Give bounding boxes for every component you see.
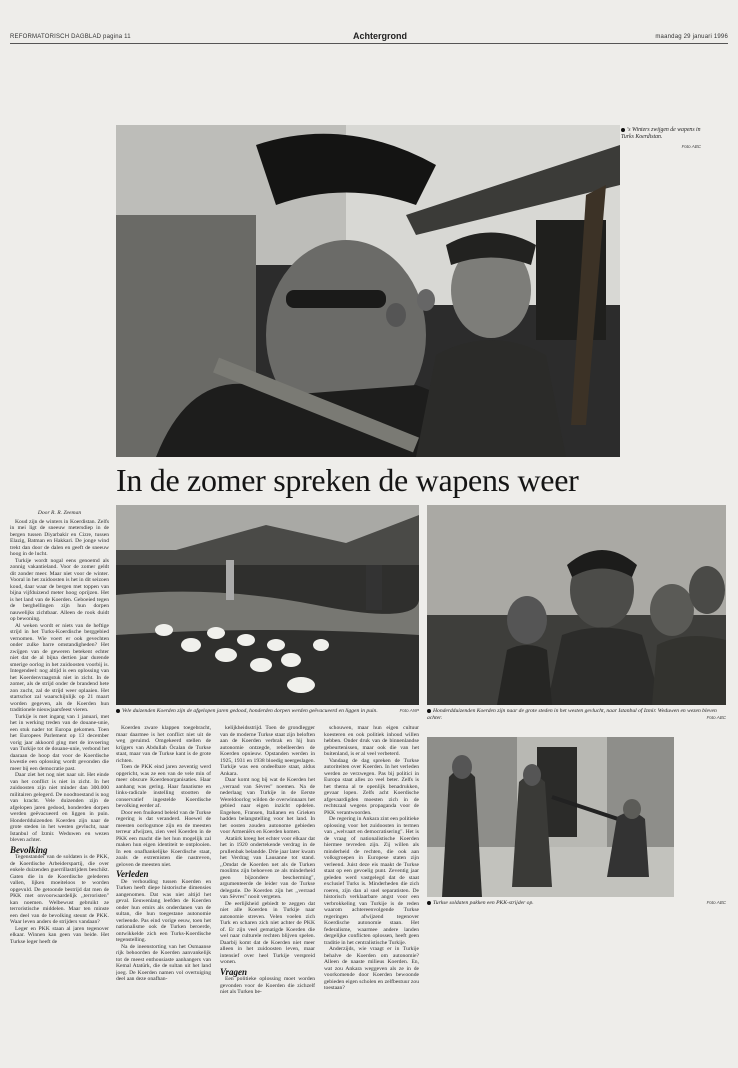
soldiers-caption: Turkse soldaten pakken een PKK-strijder op. Foto ABC <box>427 900 726 907</box>
paragraph: Daar komt nog bij wat de Koerden het ,,verraad van Sèvres" noemen. Na de nederlaag van Turkije in de Eerste Wereldoorlog wilden de overwinnaars het gebied naar eigen inzicht opdelen. Engelsen, Fransen, Italianen en Grieken hadden belangstelling voor het land. In het oosten zouden autonome gebieden voor Armeniërs en Koerden komen. <box>220 777 315 835</box>
caption-bullet-icon <box>427 901 431 905</box>
paragraph: Anderzijds, wie vraagt er in Turkije behalve de Koerden om autonomie? Alleen de naaste milieus Koerden. En, wat zou Ankara weggeven als ze in de voorkomende door Koerden bewoonde gebieden eigen scholen en zelfbestuur zou toestaan? <box>324 946 419 991</box>
paragraph: De eerlijkheid gebiedt te zeggen dat niet alle Koerden in Turkije naar autonomie streven. Velen voelen zich Turk en scharen zich niet achter de PKK of. Er zijn veel gematigde Koerden die wel naar culturele rechten blijven spelen. Daarbij komt dat de Koerden niet meer alleen in het zuidoosten leven, maar intensief over heel Turkije verspreid wonen. <box>220 900 315 965</box>
boys-credit: Foto ABC <box>706 714 726 720</box>
paragraph: Atatürk kreeg het echter voor elkaar dat het in 1920 ondertekende verdrag in de prullenbak belandde. Drie jaar later kwam het Verdrag van Lausanne tot stand. ,,Omdat de Koerden net als de Turken moslims zijn behoeven ze als minderheid geen bijzondere bescherming", argumenteerde de leider van de Turkse delegatie. De Koerden zijn het ,,verraad van Sèvres" nooit vergeten. <box>220 835 315 900</box>
soldiers-photo <box>427 737 674 897</box>
geese-caption: Vele duizenden Koerden zijn de afgelopen jaren gedood, honderden dorpen werden geëvacueerd en liggen in puin. Foto ANP <box>116 708 419 715</box>
geese-photo <box>116 505 419 705</box>
main-photo <box>116 125 620 457</box>
paragraph: Al weken wordt er niets van de heftige strijd in het Turks-Koerdische berggebied vernomen. Wie voert er ook gevechten onder zulke barre omstandigheden? Het zwijgen van de geweren betekent echter niet dat de al bijna dertien jaar durende smerige oorlog in het zuidoosten voorbij is. Integendeel: nog altijd is een oplossing van het Koerdenvraagstuk niet in zicht. In de zomer, als de strijd onder de brandend hete zon zucht, zal de strijd weer oplaaien. Het startschot zal waarschijnlijk op 21 maart worden gegeven, als de Koerden hun traditionele nieuwjaarsfeest vieren. <box>10 622 109 713</box>
paragraph: Daar ziet het nog niet naar uit. Het einde van het conflict is niet in zicht. In het zuidoosten zijn niet minder dan 300.000 militairen gelegerd. De noodtoestand is nog van kracht. Vele duizenden zijn de afgelopen jaren gedood, honderden dorpen werden geëvacueerd en liggen in puin. Honderdduizenden Koerden zijn naar de grote steden in het westen gevlucht, naar Istanbul of Izmir. Weduwen en wezen bleven achter. <box>10 772 109 843</box>
article-column-1 <box>10 510 109 1050</box>
paragraph: Turkije wordt nogal eens genoemd als zonnig vakantieland. Voor de zomer geldt dit zonder meer. Maar niet voor de winter. Vooral in het zuidoosten is het in dit seizoen koud, daar waar de bergen met toppen van bijna vijfduizend meter hoog oprijzen. Het is het land van de Koerden. Geboeied tegen de berghellingen zijn hun dorpen nauwelijks zichtbaar. Alleen de rook duidt op bewoning. <box>10 557 109 622</box>
soldiers-credit: Foto ABC <box>706 900 726 905</box>
paragraph: Tegenstander van de soldaten is de PKK, de Koerdische Arbeiderspartij, die over enkele duizenden guerrillastrijders beschikt. Gaten die in de Koerdische gelederen vallen, lijken moeiteloos te worden opgevuld. De getoonde bestrijd dat men de PKK met onvoorwaardelijk ,,terroristen" kan noemen. Welbewust gebruikt ze terroristische middelen. Maar ten minste een deel van de bevolking steunt de PKK. Waar leven anders de strijders vandaan? <box>10 854 109 925</box>
paragraph: Vandaag de dag spreken de Turkse autoriteiten over Koerden. In het verleden werden ze verzwegen. Pas bij politici in Europa staat alles zo veel beter. Zelfs is het thema al te openlijk benadrukken, gevaar lopen. Zelfs acht Koerdische afgevaardigden moesten zich in de rechtszaal wegens propaganda voor de PKK verantwoorden. <box>324 757 419 816</box>
paragraph: Na de ineenstorting van het Osmaanse rijk behoorden de Koerden aanvankelijk tot de meest enthousiaste aanhangers van Kemal Atatürk, die de sultan uit het land joeg. De Koerden namen vol overtuiging deel aan deze onafhan- <box>116 943 211 982</box>
header-rule <box>10 43 728 44</box>
paper-name: REFORMATORISCH DAGBLAD pagina 11 <box>10 34 131 40</box>
boys-photo <box>427 505 726 705</box>
article-column-2 <box>116 725 211 1050</box>
boys-caption: Honderdduizenden Koerden zijn naar de grote steden in het westen gevlucht, naar Istanbul of Izmir. Weduwen en wezen bleven achter. Foto ABC <box>427 708 726 721</box>
geese-credit: Foto ANP <box>399 708 419 713</box>
paragraph: Koud zijn de winters in Koerdistan. Zelfs in mei ligt de sneeuw metersdiep in de bergen tussen Diyarbakir en Cizre, tussen Elazig, Batman en Hakkari. De jonge wind trekt dan door de dalen en geeft de sneeuw hoog in de lucht. <box>10 518 109 557</box>
section-title: Achtergrond <box>353 31 407 41</box>
subheading: Verleden <box>116 869 149 879</box>
paragraph: De regering in Ankara zint een politieke oplossing voor het zuidoosten in termen van ,,welvaart en democratisering". Het is de vraag of nationalistische Koerden hiermee tevreden zijn. Zij willen als minderheid de rechten, die ook aan volksgroepen in Europese staten zijn verleend. Juist deze eis maakt de Turkse staat op een gevoelig punt. Zeventig jaar geleden werd vastgelegd dat de staat exclusief Turks is. Minderheden die zich roeren, zijn dan al snel separatisten. De historisch verklaarbare angst voor een verbrokkeling van Turkije is de reden waarom achtereenvolgende Turkse regeringen afwijzend tegenover Koerdische autonomie staan. Het federalisme, waarmee andere landen dergelijke conflicten oplossen, heeft geen traditie in het centralistische Turkije. <box>324 816 419 946</box>
paragraph: Koerden zware klappen toegebracht, maar daarmee is het conflict niet uit de weg geruimd. Omgekeerd stellen de krijgers van Abdullah Öcalan de Turkse staat, maar van de Turkse kant is de grote richten. <box>116 725 211 764</box>
caption-bullet-icon <box>116 709 120 713</box>
paragraph: Leger en PKK staan al jaren tegenover elkaar. Winnen kan geen van beide. Het Turkse leger heeft de <box>10 925 109 945</box>
caption-bullet-icon <box>427 709 431 713</box>
byline: Door R. R. Zeeman <box>37 510 82 516</box>
paragraph: Toen de PKK eind jaren zeventig werd opgericht, was ze een van de vele min of meer obscure Koerdenorganisaties. Haar aanhang was gering. Haar fanatisme en links-radicale instelling stootten de conservatief ingestelde Koerdische bevolking eerder af. <box>116 764 211 809</box>
paragraph: schouwen, maar hun eigen cultuur koesteren en ook politiek inhoud willen hebben. Onder druk van de binnenlandse gebeurtenissen, maar ook die van het buitenland, is er al veel verbeterd. <box>324 725 419 757</box>
article-column-4 <box>324 725 419 1050</box>
main-photo-caption: 's Winters zwijgen de wapens in Turks Koerdistan. Foto ABC <box>621 127 701 149</box>
paragraph: De verhouding tussen Koerden en Turken heeft diepe historische dimensies aangenomen. Dat was niet altijd het geval. Eeuwenlang leefden de Koerden onder hun emirs als onderdanen van de sultan, die hun toegestane autonomie verleende. Pas eind vorige eeuw, toen het nationalisme ook de Turken beroerde, ontwikkelde zich een Turks-Koerdische tegenstelling. <box>116 878 211 943</box>
paragraph: Turkije is met ingang van 1 januari, met het in werking treden van de douane-unie, een stuk nader tot Europa gekomen. Toen het Europees Parlement op 13 december vorig jaar akkoord ging met de invoering van Turkije tot de douane-unie, verbond het daaraan de hoop dat voor de Koerdische kwestie een oplossing wordt gevonden die meer bij een democratie past. <box>10 713 109 772</box>
headline: In de zomer spreken de wapens weer <box>116 462 579 498</box>
subheading: Bevolking <box>10 844 48 855</box>
paragraph: Een politieke oplossing moet worden gevonden voor de Koerden die zichzelf niet als Turken be- <box>220 976 315 995</box>
main-photo-credit: Foto ABC <box>681 144 701 149</box>
paragraph: kelijkheidsstrijd. Toen de grondlegger van de moderne Turkse staat zijn beloften aan de Koerden verbrak en hij hun autonomie ontzegde, rebelleerden de Koerden opnieuw. Opstanden werden in 1925, 1931 en 1938 bloedig neergeslagen. Turkije was een ondeelbare staat, aldus Ankara. <box>220 725 315 777</box>
caption-bullet-icon <box>621 128 625 132</box>
page-date: maandag 29 januari 1996 <box>655 34 728 40</box>
paragraph: Door een fnuikend beleid van de Turkse regering is dat veranderd. Hoewel de meesten oorlogsmoe zijn en de meesten terreur afwijzen, zien veel Koerden in de PKK een macht die het hun mogelijk zal maken hun eigen identiteit te ontplooien. In een onafhankelijke Koerdische staat, zoals de extremisten die nastreven, geloven de meesten niet. <box>116 809 211 868</box>
article-column-3 <box>220 725 315 1050</box>
subheading: Vragen <box>220 966 248 977</box>
